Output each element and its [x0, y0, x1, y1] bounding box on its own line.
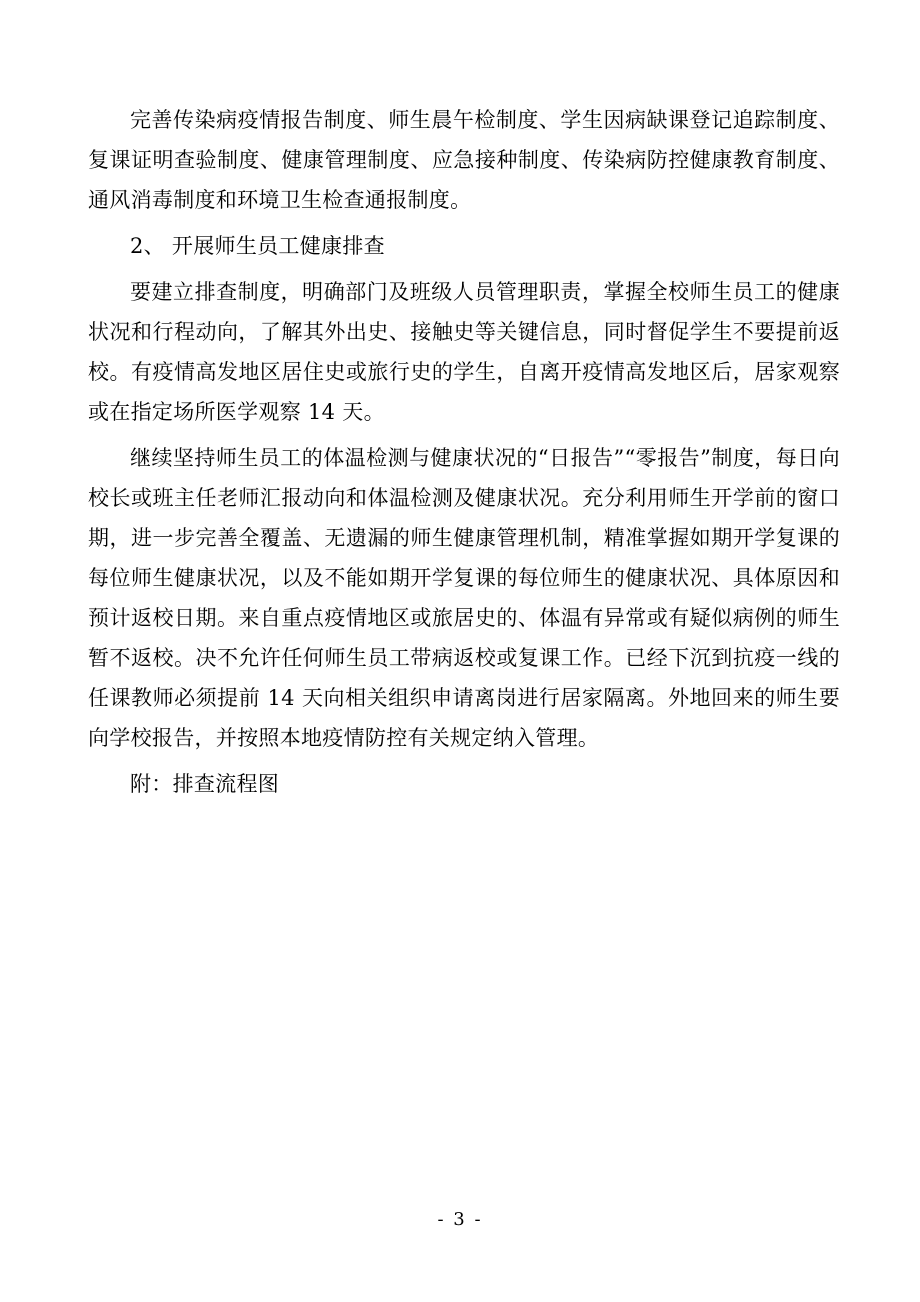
- paragraph-screening-system: 要建立排查制度，明确部门及班级人员管理职责，掌握全校师生员工的健康状况和行程动向，了解其外出史、接触史等关键信息，同时督促学生不要提前返校。有疫情高发地区居住史或旅行史的学生，自离开疫情高发地区后，居家观察或在指定场所医学观察 14 天。: [88, 280, 840, 424]
- attachment-label: 附：排查流程图: [130, 772, 280, 796]
- paragraph-daily-reporting: 继续坚持师生员工的体温检测与健康状况的“日报告”“零报告”制度，每日向校长或班主任老师汇报动向和体温检测及健康状况。充分利用师生开学前的窗口期，进一步完善全覆盖、无遗漏的师生健康管理机制，精准掌握如期开学复课的每位师生健康状况，以及不能如期开学复课的每位师生的健康状况、具体原因和预计返校日期。来自重点疫情地区或旅居史的、体温有异常或有疑似病例的师生暂不返校。决不允许任何师生员工带病返校或复课工作。已经下沉到抗疫一线的任课教师必须提前 14 天向相关组织申请离岗进行居家隔离。外地回来的师生要向学校报告，并按照本地疫情防控有关规定纳入管理。: [88, 446, 840, 750]
- document-body: [88, 100, 840, 810]
- paragraph-reporting-systems: 完善传染病疫情报告制度、师生晨午检制度、学生因病缺课登记追踪制度、复课证明查验制度、健康管理制度、应急接种制度、传染病防控健康教育制度、通风消毒制度和环境卫生检查通报制度。: [88, 108, 840, 212]
- section-heading-health-screening: 2、 开展师生员工健康排查: [130, 234, 385, 258]
- page-number: - 3 -: [437, 1209, 483, 1230]
